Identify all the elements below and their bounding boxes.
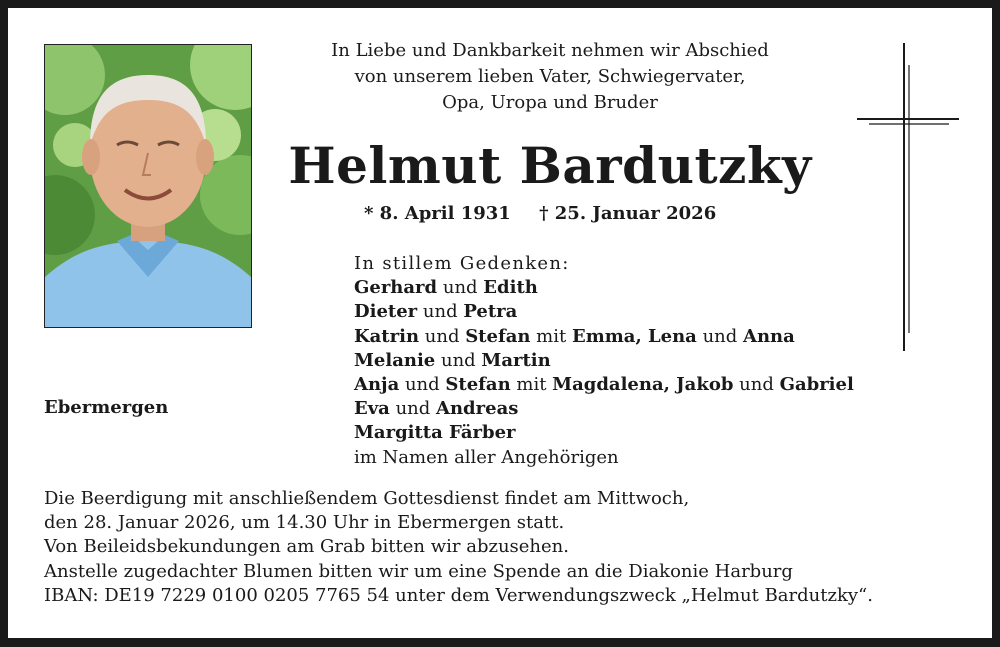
birth-date: * 8. April 1931 [364,203,511,224]
mourner-line [354,276,854,300]
mourner-name: Stefan [445,374,511,396]
intro-line: In Liebe und Dankbarkeit nehmen wir Abschied [331,40,769,61]
funeral-notice [44,487,873,608]
mourner-name: Petra [463,301,518,323]
mourner-connector: mit [510,374,553,396]
place-name: Ebermergen [44,397,169,418]
funeral-line: IBAN: DE19 7229 0100 0205 7765 54 unter dem Verwendungszweck „Helmut Bardutzky“. [44,584,873,606]
funeral-line: den 28. Januar 2026, um 14.30 Uhr in Ebermergen statt. [44,512,565,534]
mourner-name: Gabriel [779,374,854,396]
mourners-lead: In stillem Gedenken: [354,253,570,274]
mourner-line [354,373,854,397]
mourner-connector: und [389,398,436,420]
mourner-name: Martin [481,349,551,371]
mourner-line [354,349,854,373]
mourner-name: Emma, Lena [571,325,697,347]
mourner-name: Edith [483,277,538,299]
deceased-name: Helmut Bardutzky [288,136,812,195]
portrait-image [45,45,251,327]
mourner-name: Andreas [436,398,519,420]
funeral-line: Die Beerdigung mit anschließendem Gottesdienst findet am Mittwoch, [44,488,690,509]
mourner-name: Anja [354,374,400,396]
intro-line: von unserem lieben Vater, Schwiegervater, [354,66,746,87]
obituary-card [8,8,992,638]
portrait-photo [44,44,252,328]
mourner-name: Anna [743,325,795,347]
intro-text [280,38,820,116]
mourner-line [354,325,854,349]
funeral-line: Von Beileidsbekundungen am Grab bitten wir abzusehen. [44,536,569,558]
mourner-connector: und [399,374,446,396]
mourner-name: Melanie [354,349,436,371]
funeral-line: Anstelle zugedachter Blumen bitten wir um eine Spende an die Diakonie Harburg [44,560,793,582]
mourners-list [354,252,854,470]
mourner-connector: und [435,349,482,371]
mourner-name: Dieter [354,301,418,323]
mourner-name: Magdalena, Jakob [552,374,734,396]
death-date: † 25. Januar 2026 [539,203,717,224]
mourner-connector: und [417,301,464,323]
mourner-name: Eva [354,398,390,420]
intro-line: Opa, Uropa und Bruder [442,92,658,113]
mourner-connector: und [733,374,780,396]
mourner-connector: mit [530,325,572,347]
mourner-connector: und [696,325,743,347]
mourner-connector: und [419,325,466,347]
mourner-name: Stefan [465,325,531,347]
mourner-name: Katrin [354,325,420,347]
mourner-line [354,397,854,421]
cross-icon [857,43,959,351]
life-dates [364,203,716,224]
mourner-connector: und [437,277,484,299]
mourner-name: Gerhard [354,277,438,299]
mourner-line [354,421,854,445]
mourner-line [354,300,854,324]
mourners-closing: im Namen aller Angehörigen [354,446,619,468]
mourner-name: Margitta Färber [354,422,516,444]
